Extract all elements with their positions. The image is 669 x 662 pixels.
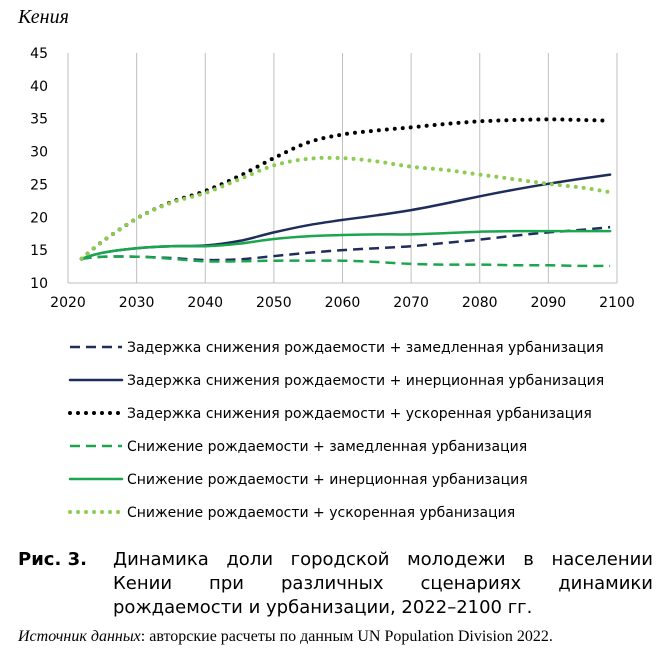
legend-label-4: Снижение рождаемости + замедленная урбанизация (127, 439, 528, 455)
x-tick-label: 2050 (256, 295, 292, 311)
x-tick-label: 2090 (530, 295, 567, 311)
data-source (18, 628, 553, 646)
x-tick-label: 2040 (187, 295, 224, 311)
series-line-4 (82, 256, 610, 265)
y-tick-label: 40 (30, 78, 48, 95)
legend-label-1: Задержка снижения рождаемости + замедленная урбанизация (127, 340, 604, 356)
x-tick-label: 2020 (50, 295, 86, 311)
chart-series (82, 119, 610, 266)
y-tick-label: 15 (30, 243, 48, 260)
x-tick-label: 2030 (118, 295, 155, 311)
page-title: Кения (18, 6, 69, 28)
y-tick-label: 30 (30, 144, 48, 161)
figure-caption-text: Динамика доли городской молодежи в населении Кении при различных сценариях динамики рождаемости и урбанизации, 2022–2100 гг. (113, 549, 653, 618)
y-tick-label: 35 (30, 111, 48, 128)
series-line-3 (82, 119, 610, 258)
legend-label-2: Задержка снижения рождаемости + инерционная урбанизация (127, 373, 605, 389)
figure-caption-label: Рис. 3. (18, 549, 87, 570)
x-tick-label: 2100 (599, 295, 635, 311)
data-source-text: : авторские расчеты по данным UN Population Division 2022. (140, 628, 553, 645)
y-tick-label: 10 (30, 276, 48, 292)
x-tick-label: 2080 (461, 295, 498, 311)
legend-label-6: Снижение рождаемости + ускоренная урбанизация (127, 505, 516, 521)
chart-ticks (30, 46, 635, 311)
chart-legend (70, 340, 604, 521)
x-tick-label: 2060 (324, 295, 361, 311)
legend-label-5: Снижение рождаемости + инерционная урбанизация (127, 472, 528, 488)
y-tick-label: 25 (30, 177, 48, 194)
chart-grid (68, 53, 617, 283)
data-source-label: Источник данных (18, 628, 141, 645)
figure-caption (18, 548, 658, 620)
y-tick-label: 20 (30, 210, 48, 227)
y-tick-label: 45 (30, 46, 48, 62)
x-tick-label: 2070 (393, 295, 429, 311)
series-line-6 (82, 158, 610, 259)
legend-label-3: Задержка снижения рождаемости + ускоренная урбанизация (127, 406, 592, 422)
